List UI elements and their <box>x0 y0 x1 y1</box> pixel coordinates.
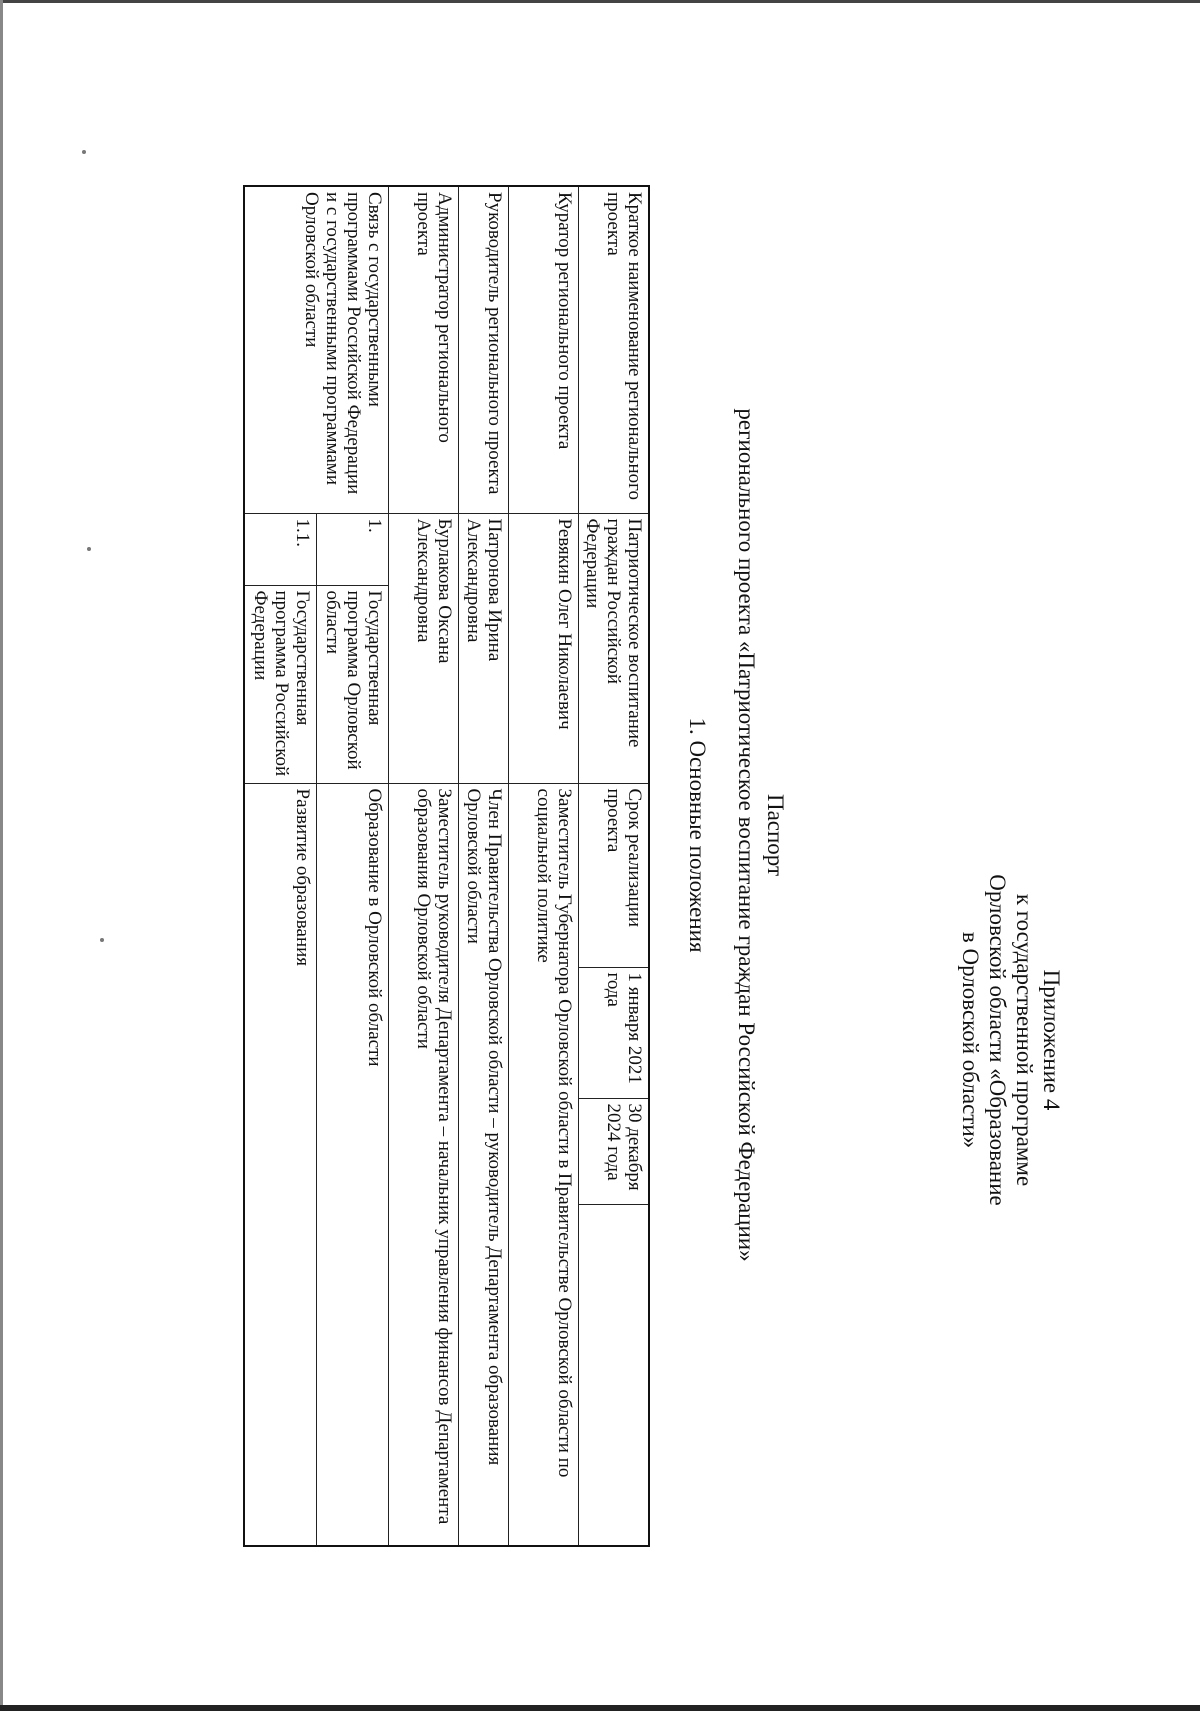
table-row <box>459 186 509 1546</box>
term-end: 30 декабря 2024 года <box>579 1098 650 1204</box>
document-title <box>732 100 790 1570</box>
annex-number: Приложение 4 <box>1039 969 1064 1111</box>
link-value: Развитие образования <box>245 783 317 1546</box>
curator-position: Заместитель Губернатора Орловской области в Правительстве Орловской области по социальной политике <box>509 783 579 1546</box>
scan-edge-bottom <box>0 1705 1200 1711</box>
scan-edge-left <box>0 0 3 1711</box>
short-name-value: Патриотическое воспитание граждан Российской Федерации <box>579 513 650 783</box>
leader-position: Член Правительства Орловской области – руководитель Департамента образования Орловской области <box>459 783 509 1546</box>
admin-name: Бурлакова Оксана Александровна <box>389 513 459 783</box>
scan-speck <box>82 150 86 154</box>
scan-speck <box>100 938 104 942</box>
title-project-name: регионального проекта «Патриотическое воспитание граждан Российской Федерации» <box>734 408 759 1262</box>
admin-position: Заместитель руководителя Департамента – начальник управления финансов Департамента образования Орловской области <box>389 783 459 1546</box>
table-row <box>509 186 579 1546</box>
link-program: Государственная программа Российской Федерации <box>245 585 317 783</box>
empty-cell <box>579 1204 650 1546</box>
term-start: 1 января 2021 года <box>579 967 650 1098</box>
leader-label: Руководитель регионального проекта <box>459 186 509 513</box>
leader-name: Патронова Ирина Александровна <box>459 513 509 783</box>
section-heading: 1. Основные положения <box>685 717 710 953</box>
rotated-page <box>250 100 1090 1570</box>
link-program: Государственная программа Орловской области <box>317 585 389 783</box>
curator-label: Куратор регионального проекта <box>509 186 579 513</box>
title-passport: Паспорт <box>763 793 788 877</box>
passport-table <box>244 185 651 1547</box>
scan-edge-top <box>0 0 1200 3</box>
annex-header <box>957 760 1065 1320</box>
annex-line: Орловской области «Образование <box>985 874 1010 1206</box>
annex-line: в Орловской области» <box>958 931 983 1149</box>
curator-name: Ревякин Олег Николаевич <box>509 513 579 783</box>
short-name-label: Краткое наименование регионального проекта <box>579 186 650 513</box>
link-number: 1. <box>317 513 389 585</box>
link-label: Связь с государственными программами Российской Федерации и с государственными программами Орловской области <box>245 186 389 513</box>
table-row <box>317 186 389 1546</box>
table-row <box>579 186 650 1546</box>
term-label: Срок реализации проекта <box>579 783 650 967</box>
annex-line: к государственной программе <box>1012 893 1037 1187</box>
link-value: Образование в Орловской области <box>317 783 389 1546</box>
table-row <box>389 186 459 1546</box>
admin-label: Администратор регионального проекта <box>389 186 459 513</box>
link-number: 1.1. <box>245 513 317 585</box>
scan-speck <box>87 547 91 551</box>
